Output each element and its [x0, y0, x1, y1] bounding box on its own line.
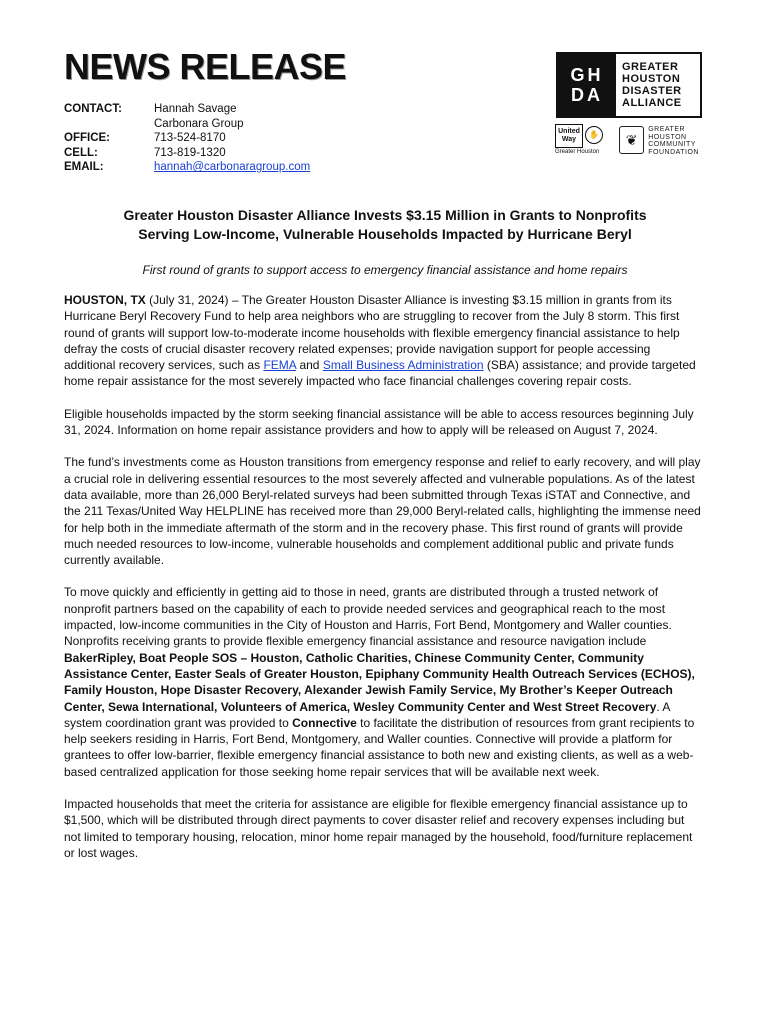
contact-org: Carbonara Group	[154, 117, 244, 130]
ghda-logo	[556, 52, 702, 118]
p1-text-a: (July 31, 2024) – The Greater Houston Disaster Alliance is investing $3.15 million in grants from its Hurricane Beryl Recovery Fund to help area neighbors who are struggling to recover from the July 8 storm. This first round of grants will support low-to-moderate income households with flexible emergency financial assistance to help defray the costs of crucial disaster recovery related expenses; provide navigation support for people accessing additional recovery services, such as	[64, 293, 680, 373]
contact-block	[64, 102, 310, 175]
ghda-word-3: DISASTER	[622, 85, 682, 97]
email-label: EMAIL:	[64, 161, 104, 174]
ghda-word-4: ALLIANCE	[622, 97, 682, 109]
subheadline: First round of grants to support access to emergency financial assistance and home repairs	[142, 263, 628, 277]
paragraph-4	[64, 584, 704, 780]
dateline: HOUSTON, TX	[64, 293, 146, 307]
p4-text-b: . A system coordination grant was provided to	[64, 699, 670, 730]
p1-text-c: (SBA) assistance; and provide targeted home repair assistance for the most severely impacted who face financial challenges covering repair costs.	[64, 358, 696, 389]
ghcf-word-2: HOUSTON	[648, 133, 687, 141]
ghda-letters-bottom: DA	[571, 85, 603, 105]
ghda-letters-top: GH	[570, 65, 604, 85]
contact-label: CONTACT:	[64, 103, 122, 115]
p4-text-a: To move quickly and efficiently in getting aid to those in need, grants are distributed through a trusted network of nonprofit partners based on the capability of each to provide needed services and geographical reach to the most impacted, low-income communities in the City of Houston and Harris, Fort Bend, Montgomery and Waller counties. Nonprofits receiving grants to provide flexible emergency financial assistance and resource navigation include	[64, 585, 672, 649]
cell-label: CELL:	[64, 146, 98, 159]
contact-name: Hannah Savage	[154, 103, 237, 115]
paragraph-1	[64, 292, 704, 390]
ghcf-word-4: FOUNDATION	[648, 148, 699, 156]
united-way-sub: Greater Houston	[555, 149, 600, 155]
paragraph-5: Impacted households that meet the criteria for assistance are eligible for flexible emergency financial assistance up to $1,500, which will be distributed through direct payments to cover disaster relief and recovery expenses including but not limited to temporary housing, relocation, minor home repair managed by the household, food/furniture replacement or lost wages.	[64, 797, 693, 860]
united-way-logo	[555, 124, 607, 156]
office-label: OFFICE:	[64, 132, 110, 145]
headline-line-2: Serving Low-Income, Vulnerable Households Impacted by Hurricane Beryl	[138, 226, 632, 242]
fema-link[interactable]: FEMA	[263, 358, 297, 373]
connective-name: Connective	[292, 715, 357, 730]
ghcf-logo	[619, 126, 699, 156]
headline	[64, 206, 706, 244]
sba-link[interactable]: Small Business Administration	[322, 358, 484, 373]
united-way-name: United Way	[555, 124, 583, 148]
ghcf-word-1: GREATER	[648, 126, 686, 133]
article-body	[64, 292, 704, 877]
page-title: NEWS RELEASE	[64, 46, 347, 87]
paragraph-3: The fund’s investments come as Houston transitions from emergency response and relief to early recovery, and will play a crucial role in delivering essential resources to the most severely affected and vulnerable populations. As of the latest data available, more than 26,000 Beryl-related surveys had been submitted through Texas iSTAT and Connective, and the 211 Texas/United Way HELPLINE has received more than 29,000 Beryl-related calls, highlighting the immense need for help both in the immediate aftermath of the storm and in the recovery phase. This first round of grants will provide much needed resources to low-income, vulnerable households and complement additional public and private funds currently available.	[64, 455, 701, 568]
headline-line-1: Greater Houston Disaster Alliance Invests $3.15 Million in Grants to Nonprofits	[123, 207, 647, 223]
paragraph-2: Eligible households impacted by the storm seeking financial assistance will be able to access resources beginning July 31, 2024. Information on home repair assistance providers and how to apply will be released on August 7, 2024.	[64, 406, 694, 438]
ghcf-emblem-icon: ❦	[619, 126, 644, 154]
grantee-list: BakerRipley, Boat People SOS – Houston, Catholic Charities, Chinese Community Center, Community Assistance Center, Easter Seals of Greater Houston, Epiphany Community Health Outreach Services (ECHOS), Family Houston, Hope Disaster Recovery, Alexander Jewish Family Service, My Brother’s Keeper Outreach Center, Sewa International, Volunteers of America, Wesley Community Center and West Street Recovery	[64, 650, 695, 714]
email-link[interactable]: hannah@carbonaragroup.com	[154, 161, 311, 174]
p4-text-c: to facilitate the distribution of resources from grant recipients to help seekers residing in Harris, Fort Bend, Montgomery, and Waller counties. Connective will provide a platform for grantees to offer low-barrier, flexible emergency financial assistance to both new and existing clients, as well as a web-based centralized application for those seeking home repair services that will be available next week.	[64, 715, 695, 779]
p1-text-b: and	[296, 358, 323, 373]
office-phone: 713-524-8170	[154, 132, 226, 145]
ghda-word-2: HOUSTON	[622, 73, 681, 85]
ghcf-word-3: COMMUNITY	[648, 141, 696, 148]
united-way-hand-icon: ✋	[585, 126, 603, 144]
cell-phone: 713-819-1320	[154, 146, 226, 159]
ghda-word-1: GREATER	[622, 61, 679, 73]
